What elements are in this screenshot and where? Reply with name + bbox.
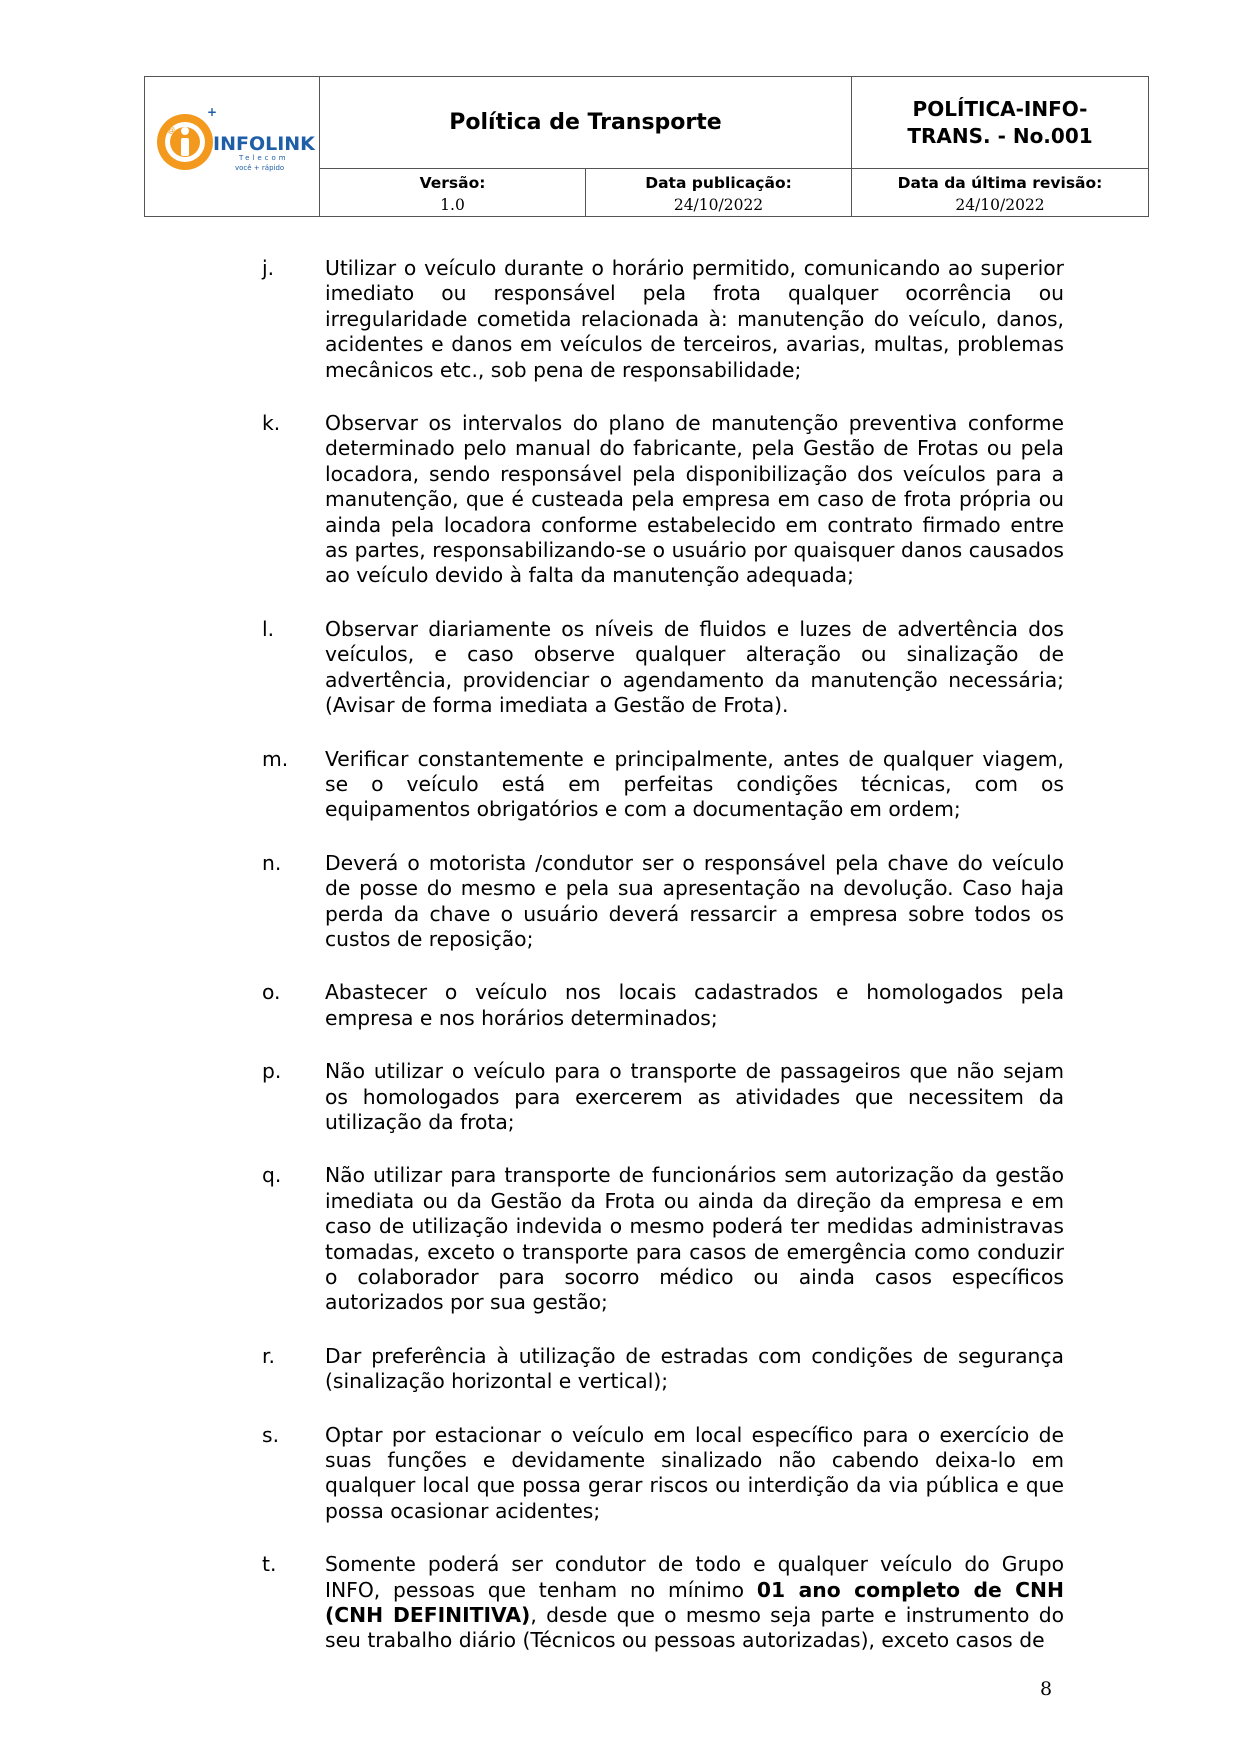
item-text: Deverá o motorista /condutor ser o responsável pela chave do veículo de posse do mesmo e pela sua apresentação na devolução. Caso haja perda da chave o usuário deverá ressarcir a empresa sobre todos os custos de reposição; [325,850,1064,951]
policy-items-list [262,256,1064,1682]
revision-date-cell [852,169,1149,217]
list-item [262,411,1064,589]
version-cell [320,169,586,217]
item-letter: q. [262,1163,282,1188]
document-code [852,77,1149,169]
list-item [262,1163,1064,1315]
company-logo [145,77,320,217]
item-text: Dar preferência à utilização de estradas com condições de segurança (sinalização horizontal e vertical); [325,1343,1064,1394]
item-text-part: , desde que o mesmo seja parte e instrumento do seu trabalho diário (Técnicos ou pessoas autorizadas), exceto casos de [325,1603,1065,1653]
item-text: Não utilizar para transporte de funcionários sem autorização da gestão imediata ou da Gestão da Frota ou ainda da direção da empresa e em caso de utilização indevida o mesmo poderá ter medidas administravas tomadas, exceto o transporte para casos de emergência como conduzir o colaborador para socorro médico ou ainda casos específicos autorizados por sua gestão; [325,1163,1064,1315]
list-item [262,1552,1064,1654]
item-letter: n. [262,850,282,875]
version-value: 1.0 [440,195,465,214]
publication-date-label: Data publicação: [645,173,792,192]
item-letter: s. [262,1422,280,1447]
item-text: Abastecer o veículo nos locais cadastrados e homologados pela empresa e nos horários determinados; [325,980,1064,1030]
version-label: Versão: [419,173,486,192]
list-item [262,980,1064,1031]
svg-text:Telecom: Telecom [239,153,289,162]
infolink-logo-icon [147,90,317,200]
page-number: 8 [1040,1678,1053,1700]
svg-text:você + rápido: você + rápido [235,163,285,172]
list-item [262,256,1064,383]
item-letter: j. [262,256,275,280]
item-letter: p. [262,1059,282,1084]
item-text: Utilizar o veículo durante o horário permitido, comunicando ao superior imediato ou responsável pela frota qualquer ocorrência ou irregularidade cometida relacionada à: manutenção do veículo, danos, acidentes e danos em veículos de terceiros, avarias, multas, problemas mecânicos etc., sob pena de responsabilidade; [325,256,1064,382]
list-item [262,617,1064,719]
list-item [262,1059,1064,1135]
list-item [262,1344,1064,1395]
item-text: Não utilizar o veículo para o transporte de passageiros que não sejam os homologados para exercerem as atividades que necessitem da utilização da frota; [325,1059,1064,1134]
list-item [262,747,1064,823]
item-text: Verificar constantemente e principalmente, antes de qualquer viagem, se o veículo está em perfeitas condições técnicas, com os equipamentos obrigatórios e com a documentação em ordem; [325,746,1064,822]
revision-date-label: Data da última revisão: [897,173,1103,192]
item-letter: r. [262,1343,275,1368]
item-text-bold: 01 ano completo de CNH (CNH DEFINITIVA) [325,1577,1064,1628]
revision-date-value: 24/10/2022 [955,195,1045,214]
item-letter: k. [262,411,281,436]
item-text: Optar por estacionar o veículo em local específico para o exercício de suas funções e devidamente sinalizado não cabendo deixa-lo em qualquer local que possa gerar riscos ou interdição da via pública e que possa ocasionar acidentes; [325,1422,1064,1523]
publication-date-value: 24/10/2022 [673,195,764,214]
item-text: Observar os intervalos do plano de manutenção preventiva conforme determinado pelo manual do fabricante, pela Gestão de Frotas ou pela locadora, sendo responsável pela disponibilização dos veículos para a manutenção, que é custeada pela empresa em caso de frota própria ou ainda pela locadora conforme estabelecido em contrato firmado entre as partes, responsabilizando-se o usuário por quaisquer danos causados ao veículo devido à falta da manutenção adequada; [325,411,1064,588]
document-code-line1: POLÍTICA-INFO- [912,96,1088,121]
document-code-line2: TRANS. - No.001 [907,123,1093,148]
svg-text:@: @ [167,124,175,134]
item-letter: m. [262,746,289,771]
item-text [325,1552,1064,1654]
document-title: Política de Transporte [320,77,852,169]
publication-date-cell [586,169,852,217]
svg-text:+: + [207,104,218,119]
list-item [262,851,1064,953]
item-letter: t. [262,1552,277,1577]
item-text-part: Somente poderá ser condutor de todo e qualquer veículo do Grupo INFO, pessoas que tenham no mínimo [325,1552,1064,1602]
item-letter: l. [262,616,275,641]
item-letter: o. [262,980,281,1005]
document-header [144,76,1149,217]
list-item [262,1423,1064,1525]
item-text: Observar diariamente os níveis de fluidos e luzes de advertência dos veículos, e caso observe qualquer alteração ou sinalização de advertência, providenciar o agendamento da manutenção necessária; (Avisar de forma imediata a Gestão de Frota). [325,616,1064,718]
svg-text:INFOLINK: INFOLINK [213,132,315,155]
